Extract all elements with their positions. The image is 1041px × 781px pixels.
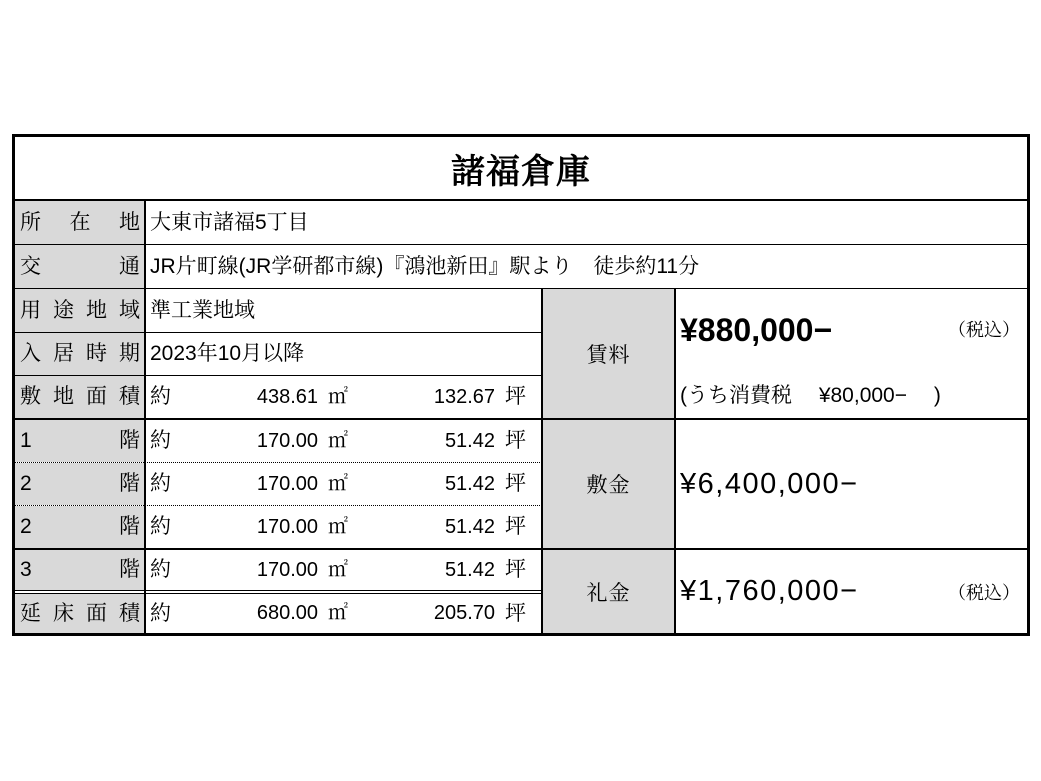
move-in-value: 2023年10月以降 xyxy=(150,342,305,365)
dotted-grid-line xyxy=(15,505,542,506)
approx-prefix: 約 xyxy=(150,602,171,625)
deposit-value xyxy=(676,420,1027,548)
rent-label: 賃料 xyxy=(543,289,674,418)
approx-prefix: 約 xyxy=(150,515,171,538)
approx-prefix: 約 xyxy=(150,429,171,452)
floor-area-value xyxy=(146,420,541,462)
location-label: 所 在 地 xyxy=(15,201,144,244)
key-money-tax-included-note: （税込） xyxy=(948,582,1020,603)
tsubo-unit: 坪 xyxy=(505,515,526,538)
grid-line xyxy=(674,288,676,633)
access-label: 交 通 xyxy=(15,245,144,288)
grid-line xyxy=(541,288,543,633)
rent-tax-included-note: （税込） xyxy=(948,320,1020,340)
area-tsubo: 51.42 xyxy=(444,473,495,495)
document-title: 諸福倉庫 xyxy=(451,152,591,191)
area-sqm: 438.61 xyxy=(256,386,318,408)
rent-consumption-tax: (うち消費税 ¥80,000− ) xyxy=(680,384,941,407)
area-tsubo: 132.67 xyxy=(433,386,495,408)
deposit-amount: ¥6,400,000− xyxy=(680,467,859,500)
sqm-unit: ㎡ xyxy=(328,602,348,624)
rent-amount: ¥880,000− xyxy=(680,312,833,348)
deposit-label: 敷金 xyxy=(543,420,674,548)
area-sqm: 170.00 xyxy=(256,559,318,581)
grid-line xyxy=(15,332,542,333)
approx-prefix: 約 xyxy=(150,385,171,408)
area-sqm: 680.00 xyxy=(256,602,318,624)
sqm-unit: ㎡ xyxy=(328,516,348,538)
sqm-unit: ㎡ xyxy=(328,386,348,408)
move-in-label: 入 居 時 期 xyxy=(15,333,144,375)
key-money-value xyxy=(676,550,1027,633)
area-tsubo: 51.42 xyxy=(444,516,495,538)
area-tsubo: 51.42 xyxy=(444,559,495,581)
area-tsubo: 51.42 xyxy=(444,430,495,452)
double-grid-line xyxy=(15,590,542,591)
total-floor-area-label: 延 床 面 積 xyxy=(15,594,144,633)
floor-area-value xyxy=(146,463,541,505)
grid-line xyxy=(144,199,146,633)
rent-value xyxy=(676,289,1027,418)
key-money-label: 礼金 xyxy=(543,550,674,633)
total-floor-area-value xyxy=(146,594,541,633)
floor-label: 3 階 xyxy=(15,550,144,590)
site-area-value xyxy=(146,376,541,418)
zoning-label: 用 途 地 域 xyxy=(15,289,144,332)
site-area-label: 敷 地 面 積 xyxy=(15,376,144,418)
floor-label: 2 階 xyxy=(15,463,144,505)
floor-label: 2 階 xyxy=(15,506,144,548)
grid-line xyxy=(15,548,1027,550)
grid-line xyxy=(15,199,1027,201)
grid-line xyxy=(15,288,1027,289)
tsubo-unit: 坪 xyxy=(505,429,526,452)
area-sqm: 170.00 xyxy=(256,516,318,538)
sqm-unit: ㎡ xyxy=(328,430,348,452)
area-sqm: 170.00 xyxy=(256,430,318,452)
grid-line xyxy=(15,375,542,376)
approx-prefix: 約 xyxy=(150,472,171,495)
area-sqm: 170.00 xyxy=(256,473,318,495)
floor-label: 1 階 xyxy=(15,420,144,462)
tsubo-unit: 坪 xyxy=(505,472,526,495)
floor-area-value xyxy=(146,550,541,590)
access-value: JR片町線(JR学研都市線)『鴻池新田』駅より 徒歩約11分 xyxy=(150,255,700,278)
approx-prefix: 約 xyxy=(150,558,171,581)
location-value: 大東市諸福5丁目 xyxy=(150,211,309,234)
tsubo-unit: 坪 xyxy=(505,602,526,625)
tsubo-unit: 坪 xyxy=(505,385,526,408)
dotted-grid-line xyxy=(15,462,542,463)
key-money-amount: ¥1,760,000− xyxy=(680,575,859,607)
double-grid-line xyxy=(15,593,542,594)
tsubo-unit: 坪 xyxy=(505,558,526,581)
zoning-value: 準工業地域 xyxy=(150,299,255,322)
area-tsubo: 205.70 xyxy=(433,602,495,624)
sqm-unit: ㎡ xyxy=(328,473,348,495)
grid-line xyxy=(15,244,1027,245)
grid-line xyxy=(15,418,1027,420)
floor-area-value xyxy=(146,506,541,548)
sqm-unit: ㎡ xyxy=(328,559,348,581)
